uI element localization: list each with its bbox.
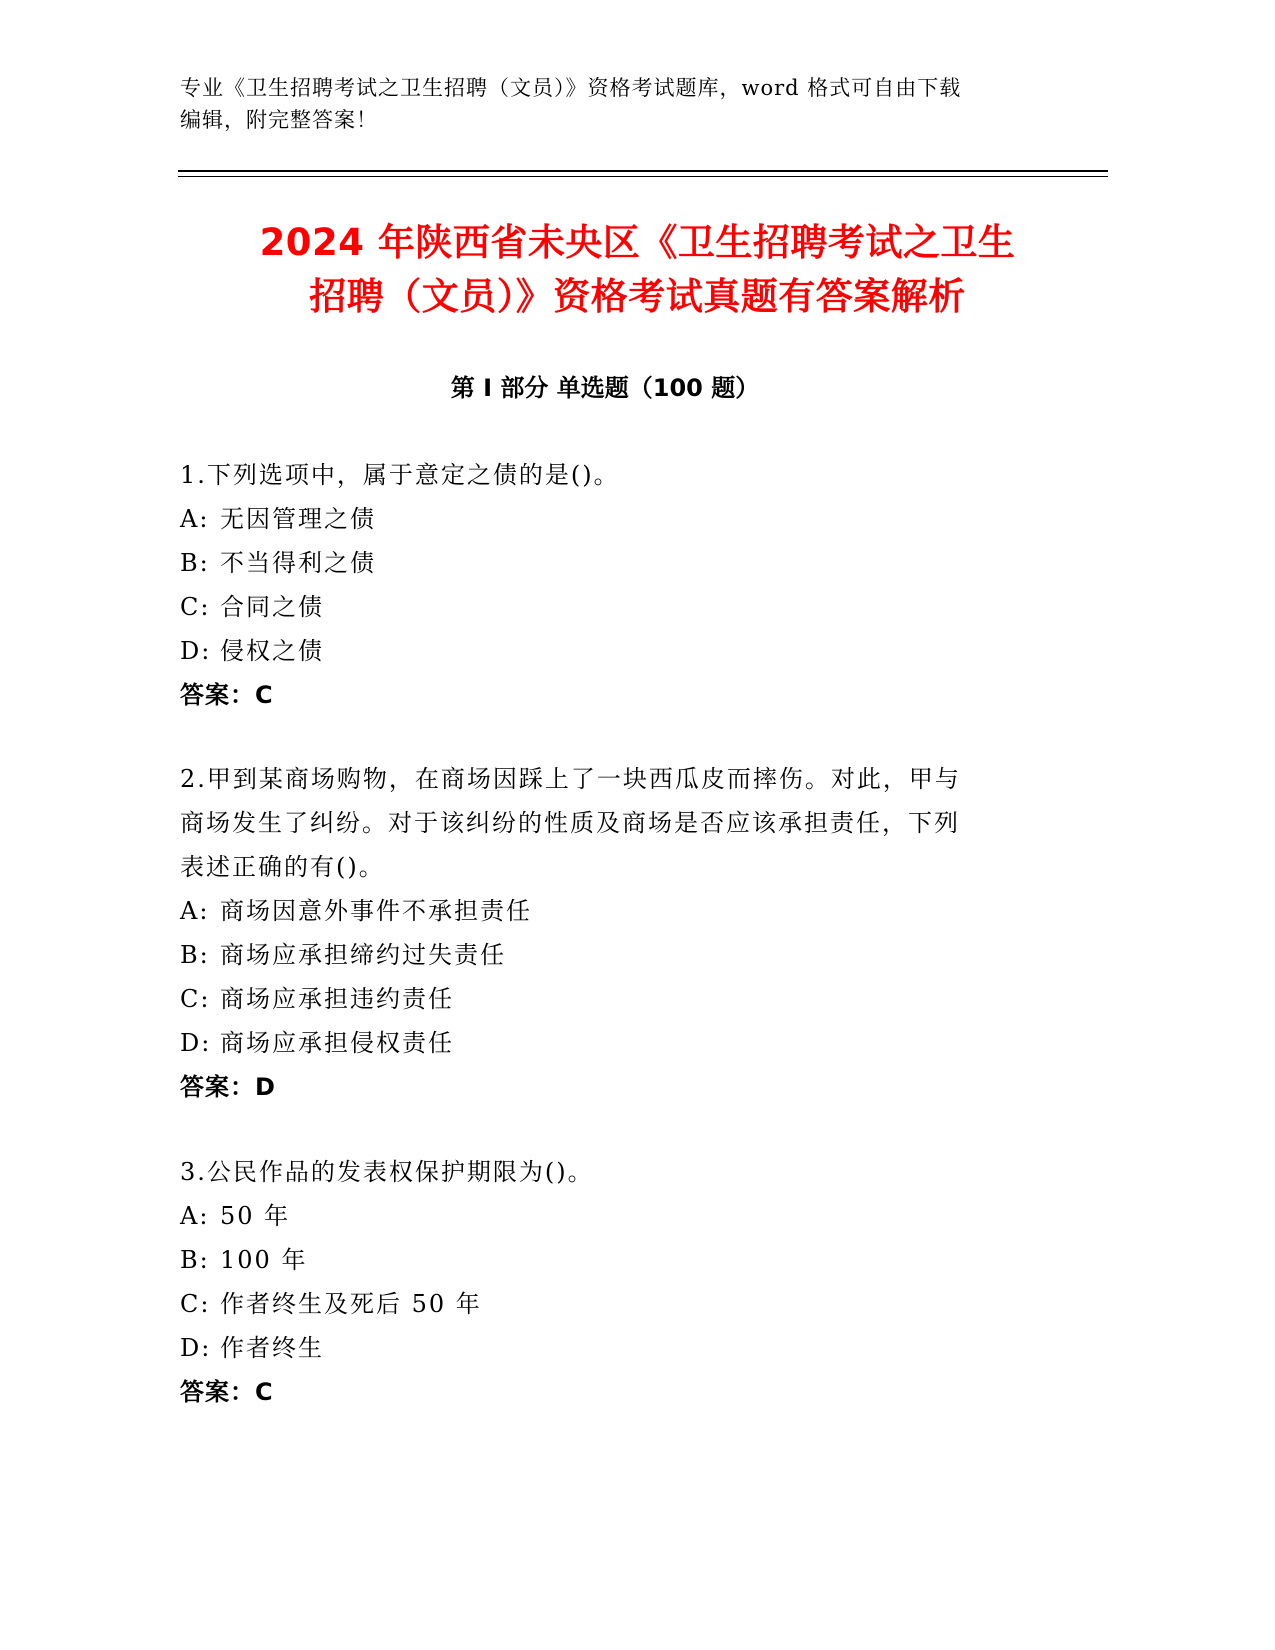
option-a xyxy=(180,1194,1040,1238)
option-text: 商场应承担缔约过失责任 xyxy=(220,941,506,969)
question-stem-line-3: 表述正确的有()。 xyxy=(180,853,385,881)
document-title xyxy=(150,216,1125,324)
question-stem: 1.下列选项中，属于意定之债的是()。 xyxy=(180,461,620,489)
option-key: C: xyxy=(180,1290,211,1318)
option-key: B: xyxy=(180,941,210,969)
header-note xyxy=(180,72,1080,136)
question-1 xyxy=(180,453,1040,717)
option-b xyxy=(180,933,1040,977)
option-key: B: xyxy=(180,549,210,577)
option-text: 作者终生及死后 50 年 xyxy=(220,1290,482,1318)
section-heading: 第 I 部分 单选题（100 题） xyxy=(450,374,760,402)
option-text: 商场因意外事件不承担责任 xyxy=(220,897,532,925)
option-text: 50 年 xyxy=(220,1202,291,1230)
option-d xyxy=(180,1021,1040,1065)
option-key: D: xyxy=(180,637,212,665)
option-key: A: xyxy=(180,1202,210,1230)
question-2 xyxy=(180,757,1040,1109)
option-a xyxy=(180,497,1040,541)
option-b xyxy=(180,1238,1040,1282)
option-key: C: xyxy=(180,593,211,621)
option-d xyxy=(180,629,1040,673)
option-key: D: xyxy=(180,1334,212,1362)
option-key: B: xyxy=(180,1246,210,1274)
header-rule-thin xyxy=(178,176,1108,177)
option-key: D: xyxy=(180,1029,212,1057)
option-c xyxy=(180,585,1040,629)
question-stem-line-2: 商场发生了纠纷。对于该纠纷的性质及商场是否应该承担责任，下列 xyxy=(180,809,960,837)
option-text: 侵权之债 xyxy=(220,637,324,665)
header-rule-thick xyxy=(178,170,1108,172)
option-text: 商场应承担侵权责任 xyxy=(220,1029,454,1057)
question-stem-line-1: 2.甲到某商场购物，在商场因踩上了一块西瓜皮而摔伤。对此，甲与 xyxy=(180,765,961,793)
answer-line: 答案：C xyxy=(180,1378,274,1406)
option-key: A: xyxy=(180,505,210,533)
option-key: A: xyxy=(180,897,210,925)
option-text: 无因管理之债 xyxy=(220,505,376,533)
option-text: 作者终生 xyxy=(220,1334,324,1362)
document-title-line-1: 2024 年陕西省未央区《卫生招聘考试之卫生 xyxy=(259,221,1016,264)
option-text: 合同之债 xyxy=(220,593,324,621)
option-d xyxy=(180,1326,1040,1370)
option-c xyxy=(180,977,1040,1021)
option-a xyxy=(180,889,1040,933)
answer-line: 答案：D xyxy=(180,1073,276,1101)
option-c xyxy=(180,1282,1040,1326)
option-key: C: xyxy=(180,985,211,1013)
header-note-line-2: 编辑，附完整答案！ xyxy=(180,108,378,132)
option-b xyxy=(180,541,1040,585)
question-3 xyxy=(180,1150,1040,1414)
question-stem: 3.公民作品的发表权保护期限为()。 xyxy=(180,1158,594,1186)
header-note-line-1: 专业《卫生招聘考试之卫生招聘（文员）》资格考试题库，word 格式可自由下载 xyxy=(180,76,962,100)
answer-line: 答案：C xyxy=(180,681,274,709)
option-text: 不当得利之债 xyxy=(220,549,376,577)
document-title-line-2: 招聘（文员）》资格考试真题有答案解析 xyxy=(309,275,966,318)
option-text: 商场应承担违约责任 xyxy=(220,985,454,1013)
option-text: 100 年 xyxy=(220,1246,308,1274)
